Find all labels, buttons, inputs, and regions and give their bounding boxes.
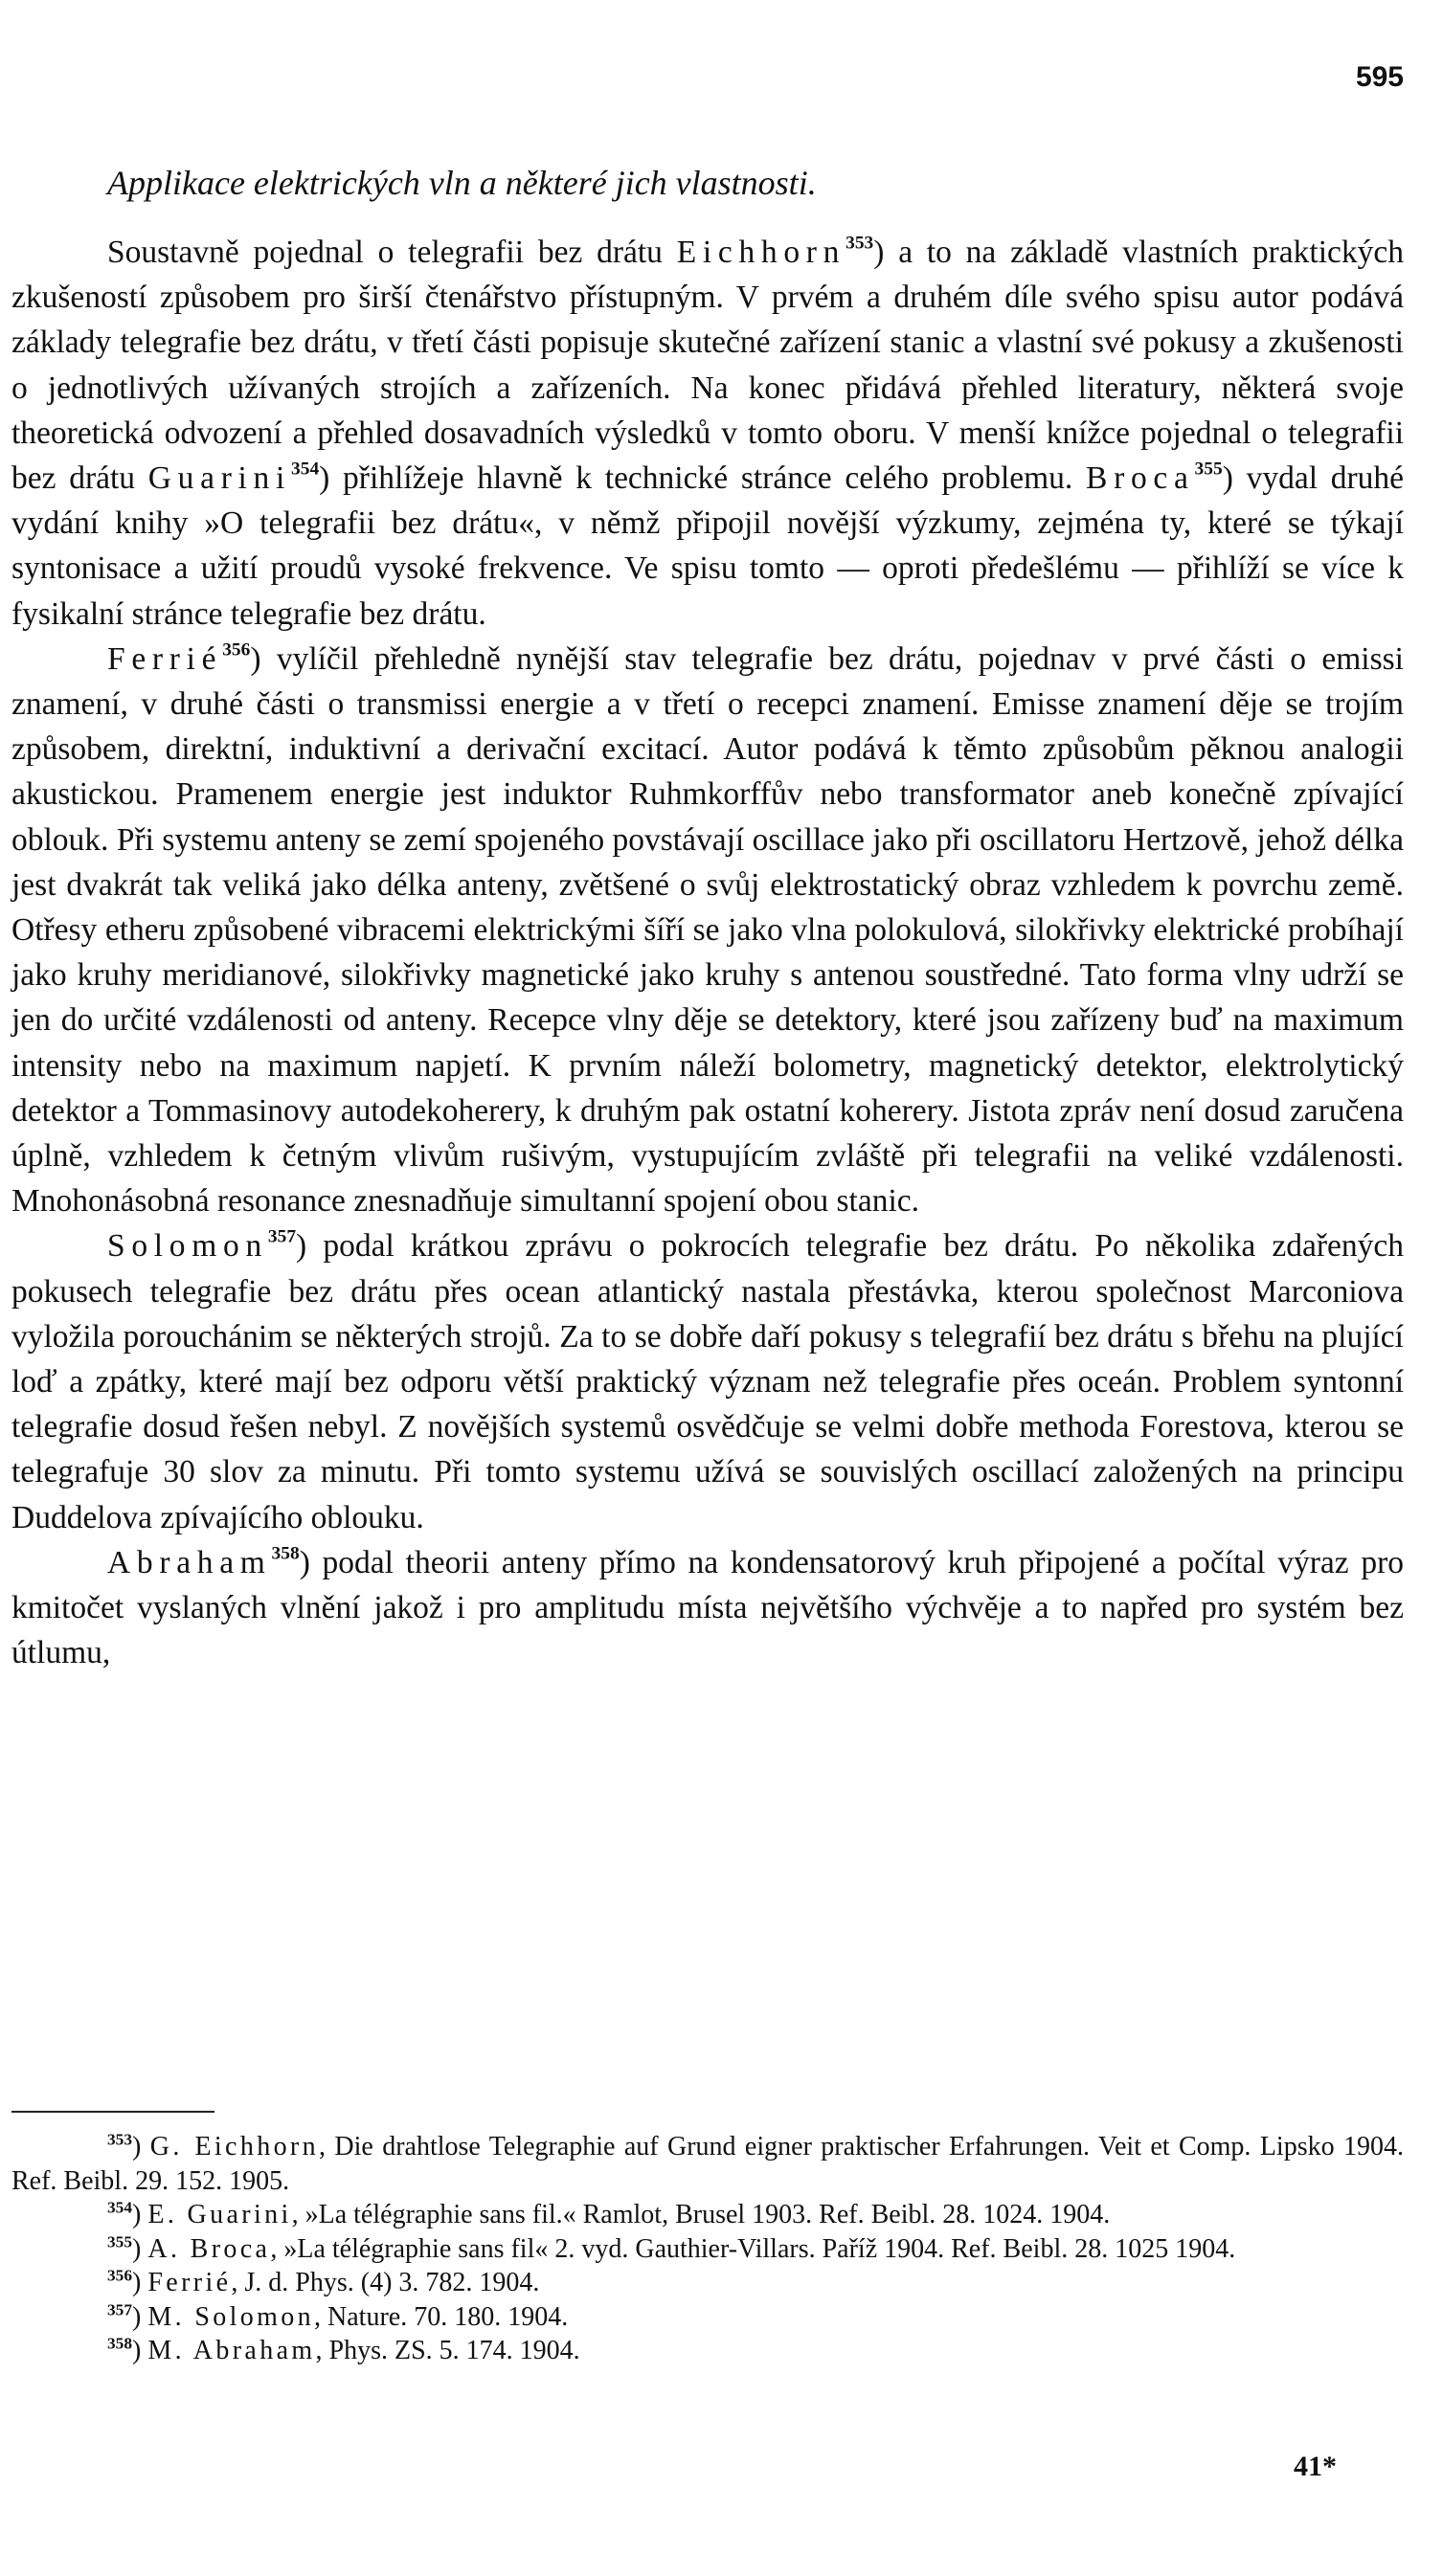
footnote-number: 354 — [107, 2198, 133, 2217]
footnote-author: E. Guarini — [147, 2200, 292, 2229]
footnote-paren: ) — [132, 2233, 148, 2264]
paragraph — [11, 637, 1404, 1224]
text-run: ) přihlížeje hlavně k technické stránce celého problemu. — [319, 460, 1087, 497]
footnote — [11, 2300, 1404, 2335]
footnote-citation: , J. d. Phys. (4) 3. 782. 1904. — [231, 2268, 540, 2297]
text-run: ) podal theorii anteny přímo na kondensatorový kruh připojené a počítal výraz pro kmitočet vyslaných vlnění jakož i pro amplitudu místa největšího výchvěje a to napřed pro systém bez útlumu, — [11, 1544, 1404, 1671]
footnote-number: 358 — [107, 2334, 133, 2353]
footnote-paren: ) — [132, 2132, 150, 2162]
footnote-citation: , »La télégraphie sans fil« 2. vyd. Gauthier-Villars. Paříž 1904. Ref. Beibl. 28. 1025 1904. — [270, 2233, 1236, 2264]
author-name: Abraham — [107, 1544, 272, 1580]
footnote — [11, 2232, 1404, 2267]
footnote-paren: ) — [132, 2200, 148, 2229]
footnote-author: A. Broca — [147, 2233, 271, 2264]
footnote-citation: , »La télégraphie sans fil.« Ramlot, Brusel 1903. Ref. Beibl. 28. 1024. 1904. — [291, 2200, 1111, 2229]
footnote — [11, 2334, 1404, 2368]
footnote — [11, 2198, 1404, 2232]
footnote-reference: 357 — [267, 1226, 297, 1247]
author-name: Guarini — [147, 460, 292, 497]
footnote-paren: ) — [132, 2336, 148, 2365]
footnote-reference: 354 — [291, 459, 320, 480]
text-run: ) a to na základě vlastních praktických zkušeností způsobem pro širší čtenářstvo přístupným. V prvém a druhém díle svého spisu autor podává základy telegrafie bez drátu, v třetí části popisuje skutečné zařízení stanic a vlastní své pokusy a zkušenosti o jednotlivých užívaných strojích a zařízeních. Na konec přidává přehled literatury, některá svoje theoretická odvození a přehled dosavadních výsledků v tomto oboru. V menší knížce pojednal o telegrafii bez drátu — [11, 235, 1404, 497]
footnote-author: Ferrié — [147, 2268, 232, 2297]
body-text — [11, 230, 1404, 1676]
footnote-reference: 356 — [222, 639, 251, 661]
footnote-number: 357 — [107, 2300, 133, 2319]
document-page — [11, 0, 1404, 2576]
paragraph — [11, 1223, 1404, 1539]
footnote-reference: 355 — [1194, 459, 1223, 480]
footnote-citation: , Nature. 70. 180. 1904. — [314, 2301, 569, 2332]
footnote-author: G. Eichhorn — [149, 2132, 319, 2162]
footnote-author: M. Abraham — [147, 2336, 316, 2365]
footnote — [11, 2130, 1404, 2198]
footnote-divider — [11, 2111, 214, 2113]
footnote-reference: 353 — [846, 233, 874, 254]
section-heading: Applikace elektrických vln a některé jich vlastnosti. — [107, 164, 817, 202]
footnote-paren: ) — [132, 2301, 148, 2332]
footnote-paren: ) — [132, 2268, 148, 2297]
author-name: Broca — [1086, 460, 1195, 497]
page-number: 595 — [1355, 61, 1404, 93]
signature-mark: 41* — [1294, 2451, 1337, 2482]
footnotes — [11, 2130, 1404, 2368]
author-name: Eichhorn — [676, 235, 846, 270]
footnote-reference: 358 — [271, 1543, 300, 1564]
text-run: ) podal krátkou zprávu o pokrocích telegrafie bez drátu. Po několika zdařených pokusech telegrafie bez drátu přes ocean atlantický nastala přestávka, kterou společnost Marconiova vyložila porouchánim se některých strojů. Za to se dobře daří pokusy s telegrafií bez drátu s břehu na plující loď a zpátky, které mají bez odporu větší praktický význam než telegrafie přes oceán. Problem syntonní telegrafie dosud řešen nebyl. Z novějších systemů osvědčuje se velmi dobře methoda Forestova, kterou se telegrafuje 30 slov za minutu. Při tomto systemu užívá se souvislých oscillací založených na principu Duddelova zpívajícího oblouku. — [11, 1228, 1404, 1535]
paragraph — [11, 230, 1404, 637]
paragraph — [11, 1540, 1404, 1676]
text-run: ) vylíčil přehledně nynější stav telegrafie bez drátu, pojednav v prvé části o emissi znamení, v druhé části o transmissi energie a v třetí o recepci znamení. Emisse znamení děje se trojím způsobem, direktní, induktivní a derivační excitací. Autor podává k těmto způsobům pěknou analogii akustickou. Pramenem energie jest induktor Ruhmkorffův nebo transformator aneb konečně zpívající oblouk. Při systemu anteny se zemí spojeného povstávají oscillace jako při oscillatoru Hertzově, jehož délka jest dvakrát tak veliká jako délka anteny, zvětšené o svůj elektrostatický obraz vzhledem k povrchu země. Otřesy etheru způsobené vibracemi elektrickými šíří se jako vlna polokulová, silokřivky elektrické probíhají jako kruhy meridianové, silokřivky magnetické jako kruhy s antenou soustředné. Tato forma vlny udrží se jen do určité vzdálenosti od anteny. Recepce vlny děje se detektory, které jsou zařízeny buď na maximum intensity nebo na maximum napjetí. K prvním náleží bolometry, magnetický detektor, elektrolytický detektor a Tommasinovy autodekoherery, k druhým pak ostatní koherery. Jistota zpráv není dosud zaručena úplně, vzhledem k četným vlivům rušivým, vystupujícím zvláště při telegrafii na veliké vzdálenosti. Mnohonásobná resonance znesnadňuje simultanní spojení obou stanic. — [11, 640, 1404, 1220]
footnote-citation: , Die drahtlose Telegraphie auf Grund eigner praktischer Erfahrungen. Veit et Comp. Lipsko 1904. Ref. Beibl. 29. 152. 1905. — [11, 2132, 1404, 2196]
footnote-number: 353 — [107, 2130, 133, 2149]
text-run: ) vydal druhé vydání knihy »O telegrafii bez drátu«, v němž připojil novější výzkumy, zejména ty, které se týkají syntonisace a užití proudů vysoké frekvence. Ve spisu tomto — oproti předešlému — přihlíží se více k fysikalní stránce telegrafie bez drátu. — [11, 460, 1404, 632]
text-run: Soustavně pojednal o telegrafii bez drátu — [107, 235, 677, 270]
footnote-number: 355 — [107, 2232, 133, 2251]
footnote-number: 356 — [107, 2266, 133, 2285]
author-name: Solomon — [107, 1228, 268, 1265]
author-name: Ferrié — [107, 640, 223, 677]
footnote — [11, 2266, 1404, 2300]
footnote-author: M. Solomon — [147, 2301, 315, 2332]
footnote-citation: , Phys. ZS. 5. 174. 1904. — [315, 2336, 580, 2365]
